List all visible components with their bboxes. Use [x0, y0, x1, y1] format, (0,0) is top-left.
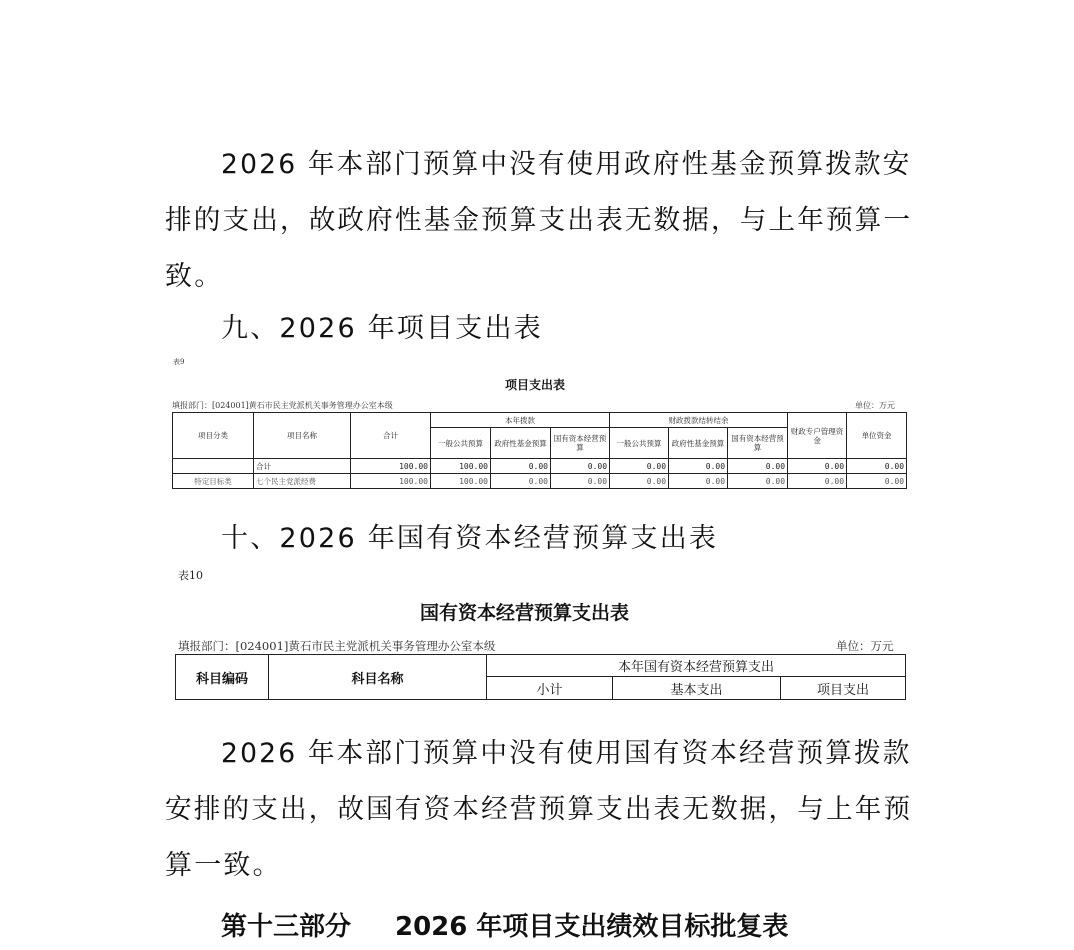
table9-header-row-1 — [173, 413, 907, 428]
row-value: 0.00 — [728, 459, 788, 474]
table10-unit: 单位：万元 — [836, 639, 894, 653]
table-row — [173, 459, 907, 474]
row-category — [173, 459, 254, 474]
row-value: 0.00 — [491, 474, 551, 489]
header-name: 科目名称 — [269, 655, 487, 700]
table9-dept: 填报部门：[024001]黄石市民主党派机关事务管理办公室本级 — [172, 401, 393, 410]
row-value: 0.00 — [610, 459, 669, 474]
row-value: 0.00 — [610, 474, 669, 489]
row-value: 0.00 — [491, 459, 551, 474]
row-value: 0.00 — [728, 474, 788, 489]
header-category: 项目分类 — [173, 413, 254, 459]
table10-number: 表10 — [178, 569, 203, 582]
paragraph1-line3: 致。 — [165, 261, 224, 292]
header-current-year: 本年拨款 — [431, 413, 610, 428]
row-value: 100.00 — [351, 459, 431, 474]
header-carryover: 财政拨款结转结余 — [610, 413, 788, 428]
part13-label: 第十三部分 — [221, 912, 352, 942]
row-category: 特定目标类 — [173, 474, 254, 489]
paragraph2-line3: 算一致。 — [165, 850, 282, 881]
header-subtotal: 小计 — [487, 677, 613, 700]
header-sub-state-capital: 国有资本经营预算 — [551, 428, 610, 459]
header-sub-general: 一般公共预算 — [431, 428, 491, 459]
project-expenditure-table — [172, 412, 907, 489]
row-value: 0.00 — [847, 459, 907, 474]
header-name: 项目名称 — [254, 413, 351, 459]
table-row — [173, 474, 907, 489]
row-value: 0.00 — [669, 474, 728, 489]
header-fiscal-special: 财政专户管理资金 — [788, 413, 847, 459]
row-name: 七个民主党派经费 — [254, 474, 351, 489]
part13-title: 2026 年项目支出绩效目标批复表 — [395, 912, 789, 942]
row-value: 0.00 — [847, 474, 907, 489]
header-unit-funds: 单位资金 — [847, 413, 907, 459]
table9-unit: 单位：万元 — [855, 401, 895, 410]
paragraph2-line1: 2026 年本部门预算中没有使用国有资本经营预算拨款 — [221, 738, 912, 769]
row-value: 0.00 — [788, 474, 847, 489]
header-basic: 基本支出 — [613, 677, 781, 700]
table9-title: 项目支出表 — [505, 378, 566, 392]
row-value: 100.00 — [431, 459, 491, 474]
row-value: 0.00 — [551, 474, 610, 489]
paragraph1-line1: 2026 年本部门预算中没有使用政府性基金预算拨款安 — [221, 149, 912, 180]
table10-dept: 填报部门：[024001]黄石市民主党派机关事务管理办公室本级 — [178, 639, 496, 653]
row-value: 0.00 — [551, 459, 610, 474]
header-sub-gov-fund: 政府性基金预算 — [491, 428, 551, 459]
row-name: 合计 — [254, 459, 351, 474]
header-sub-gov-fund: 政府性基金预算 — [669, 428, 728, 459]
state-capital-expenditure-table — [175, 654, 906, 700]
row-value: 0.00 — [669, 459, 728, 474]
header-code: 科目编码 — [176, 655, 269, 700]
header-sub-general: 一般公共预算 — [610, 428, 669, 459]
table9-number: 表9 — [173, 358, 185, 366]
header-sub-state-capital: 国有资本经营预算 — [728, 428, 788, 459]
row-value: 0.00 — [788, 459, 847, 474]
row-value: 100.00 — [431, 474, 491, 489]
table10-header-row-1 — [176, 655, 906, 677]
section10-heading: 十、2026 年国有资本经营预算支出表 — [221, 523, 719, 554]
header-project: 项目支出 — [781, 677, 906, 700]
row-value: 100.00 — [351, 474, 431, 489]
header-group: 本年国有资本经营预算支出 — [487, 655, 906, 677]
paragraph2-line2: 安排的支出，故国有资本经营预算支出表无数据，与上年预 — [165, 794, 913, 825]
section9-heading: 九、2026 年项目支出表 — [221, 313, 543, 344]
header-total: 合计 — [351, 413, 431, 459]
paragraph1-line2: 排的支出，故政府性基金预算支出表无数据，与上年预算一 — [165, 205, 913, 236]
table10-title: 国有资本经营预算支出表 — [420, 602, 630, 624]
